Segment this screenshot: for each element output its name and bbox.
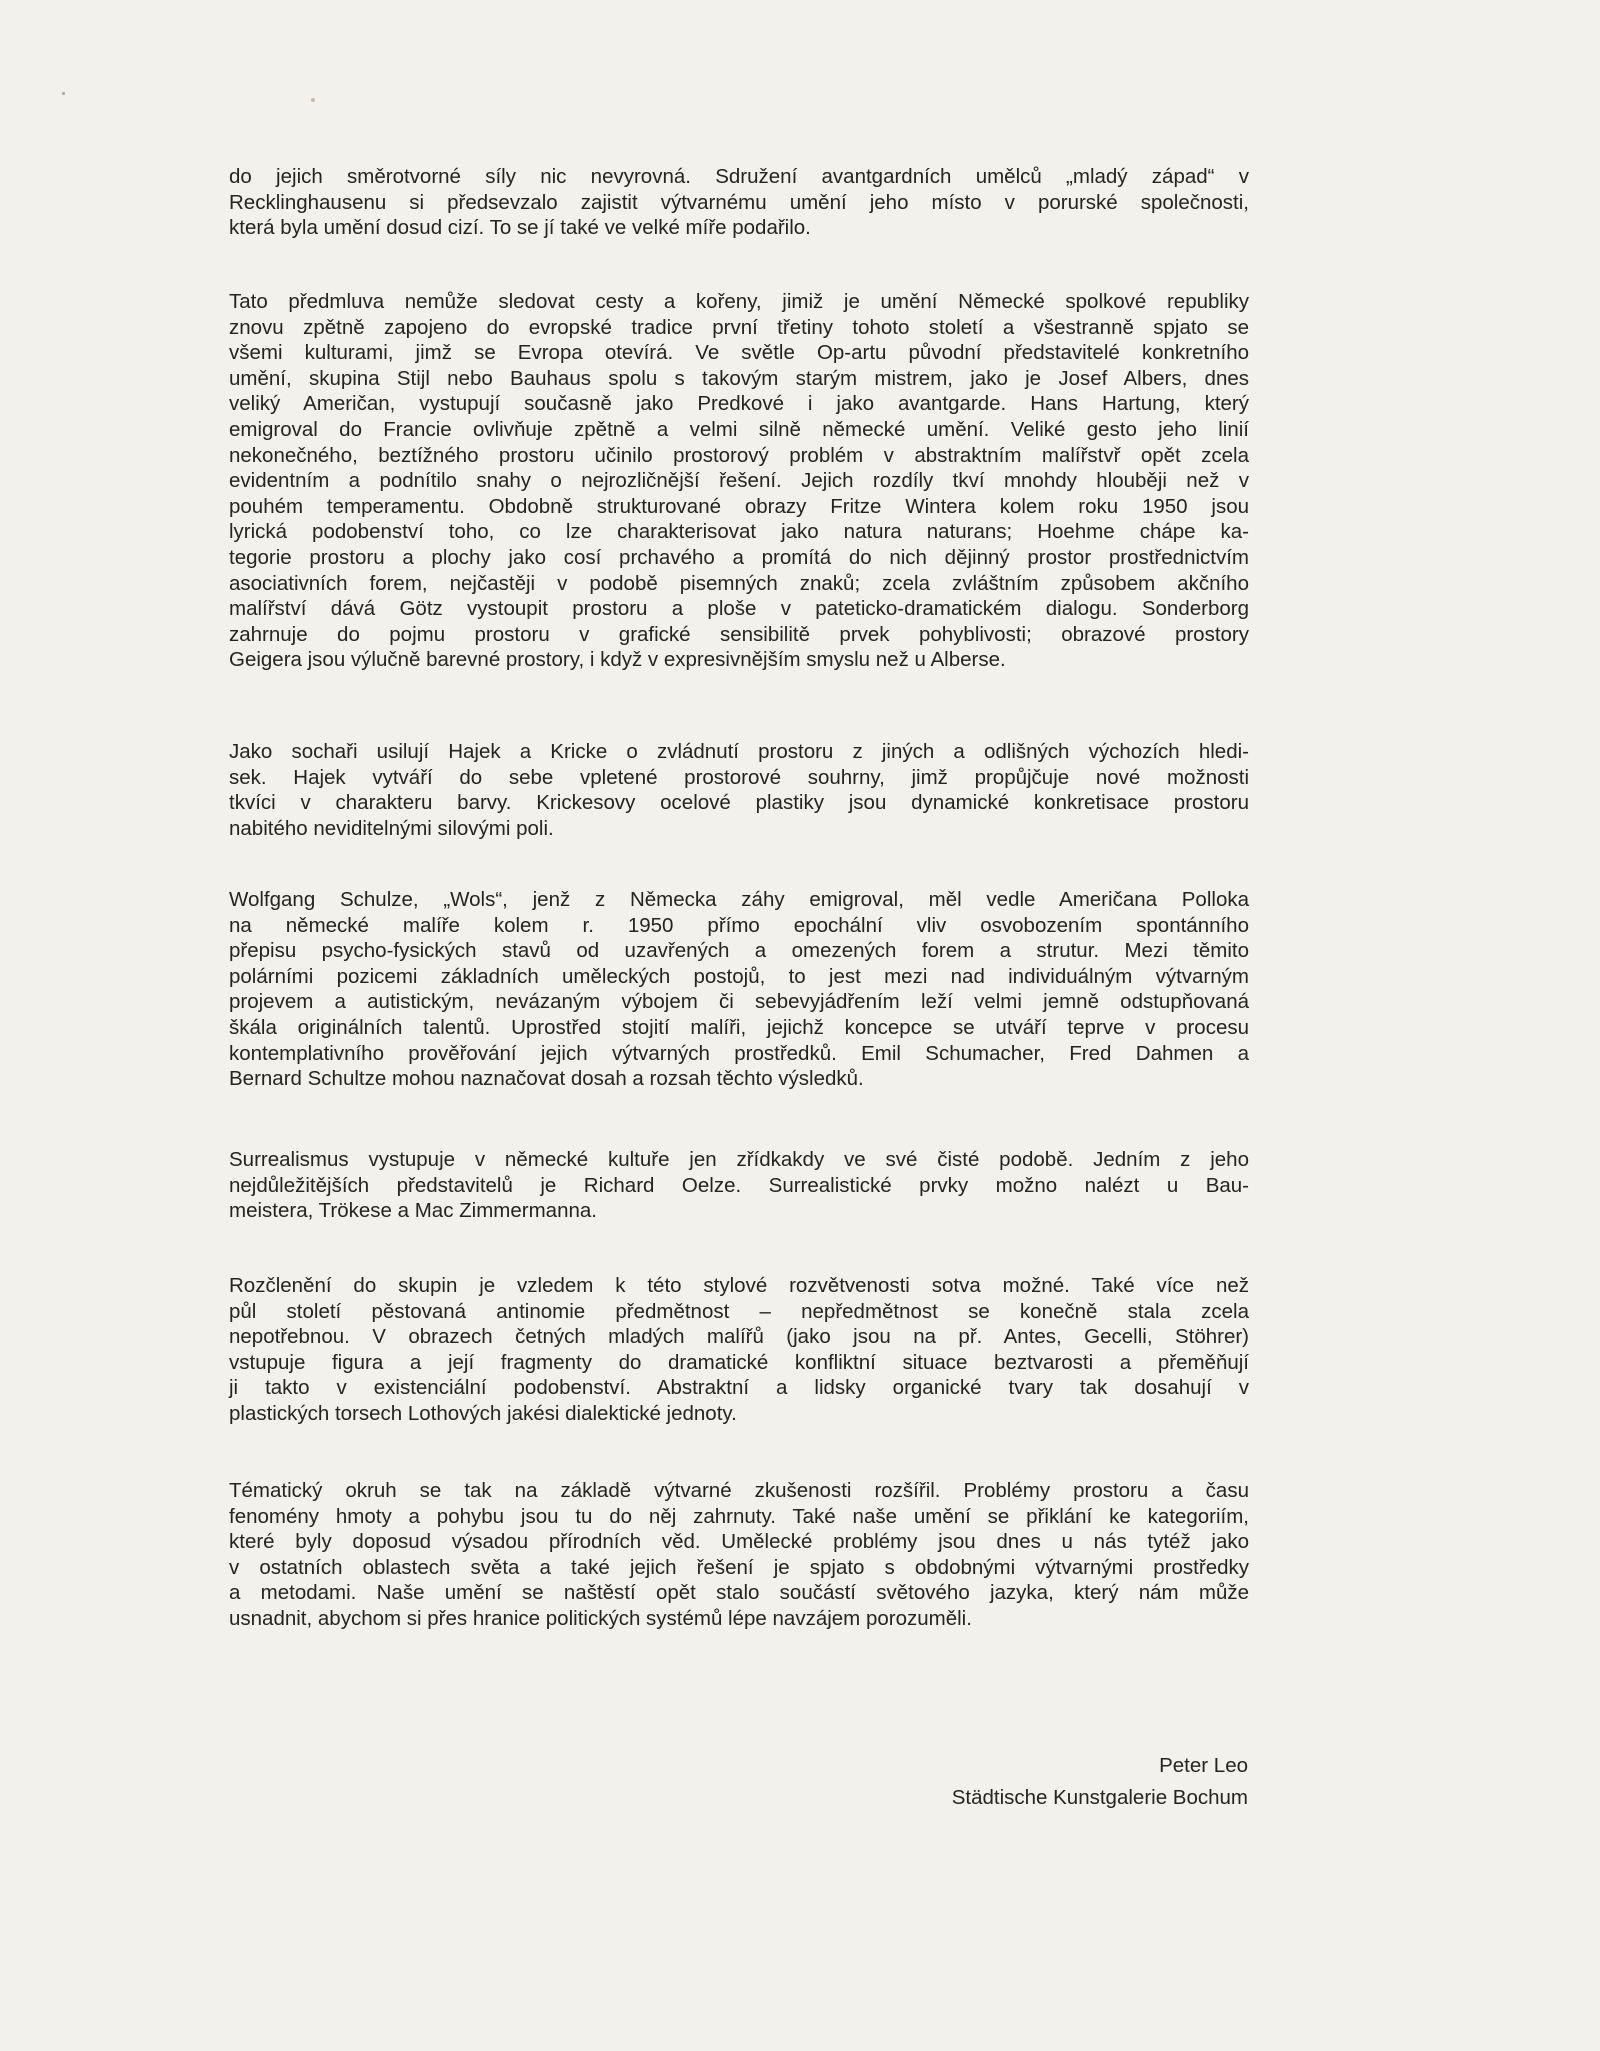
text-line: emigroval do Francie ovlivňuje zpětně a velmi silně německé umění. Veliké gesto jeho linií xyxy=(229,417,1249,441)
text-line: půl století pěstovaná antinomie předmětnost – nepředmětnost se konečně stala zcela xyxy=(229,1299,1249,1323)
paragraph-7 xyxy=(229,1478,1249,1632)
text-line: projevem a autistickým, nevázaným výbojem či sebevyjádřením leží velmi jemně odstupňovaná xyxy=(229,990,1249,1014)
text-line: Surrealismus vystupuje v německé kultuře jen zřídkakdy ve své čisté podobě. Jedním z jeho xyxy=(229,1148,1249,1171)
text-line: asociativních forem, nejčastěji v podobě pisemných znaků; zcela zvláštním způsobem akčního xyxy=(229,571,1249,595)
paragraph-2 xyxy=(229,289,1249,673)
text-line: škála originálních talentů. Uprostřed stojití malíři, jejichž koncepce se utváří teprve v procesu xyxy=(229,1015,1249,1039)
signature-name: Peter Leo xyxy=(1159,1754,1248,1777)
text-line: ji takto v existenciální podobenství. Abstraktní a lidsky organické tvary tak dosahují v xyxy=(229,1376,1249,1400)
text-line: veliký Američan, vystupují současně jako Predkové i jako avantgarde. Hans Hartung, který xyxy=(229,392,1249,416)
text-line: tkvíci v charakteru barvy. Krickesovy ocelové plastiky jsou dynamické konkretisace prostoru xyxy=(229,791,1249,815)
text-line: přepisu psycho-fysických stavů od uzavřených a omezených forem a strutur. Mezi těmito xyxy=(229,939,1249,963)
scan-speck xyxy=(62,92,65,95)
text-line: Tématický okruh se tak na základě výtvarné zkušenosti rozšířil. Problémy prostoru a času xyxy=(229,1479,1249,1502)
text-line: Jako sochaři usilují Hajek a Kricke o zvládnutí prostoru z jiných a odlišných výchozích hledi- xyxy=(229,740,1249,763)
text-line: vstupuje figura a její fragmenty do dramatické konfliktní situace beztvarosti a přeměňují xyxy=(229,1350,1249,1374)
text-line: usnadnit, abychom si přes hranice politických systémů lépe navzájem porozuměli. xyxy=(229,1606,972,1630)
text-line: Wolfgang Schulze, „Wols“, jenž z Německa záhy emigroval, měl vedle Američana Polloka xyxy=(229,888,1249,911)
text-line: Tato předmluva nemůže sledovat cesty a kořeny, jimiž je umění Německé spolkové republiky xyxy=(229,290,1249,313)
text-line: fenomény hmoty a pohybu jsou tu do něj zahrnuty. Také naše umění se přiklání ke kategoriím, xyxy=(229,1504,1249,1528)
text-line: plastických torsech Lothových jakési dialektické jednoty. xyxy=(229,1401,737,1425)
scan-speck xyxy=(311,98,315,102)
text-line: polárními pozicemi základních uměleckých postojů, to jest mezi nad individuálným výtvarným xyxy=(229,964,1249,988)
text-line: nepotřebnou. V obrazech četných mladých malířů (jako jsou na př. Antes, Gecelli, Stöhrer) xyxy=(229,1325,1249,1349)
text-line: Recklinghausenu si předsevzalo zajistit výtvarnému umění jeho místo v porurské společnosti, xyxy=(229,190,1249,214)
paragraph-5 xyxy=(229,1147,1249,1224)
text-line: tegorie prostoru a plochy jako cosí prchavého a promítá do nich dějinný prostor prostřednictvím xyxy=(229,545,1249,569)
text-line: evidentním a podnítilo snahy o nejrozličnější řešení. Jejich rozdíly tkví mnohdy hlouběji než v xyxy=(229,469,1249,493)
text-line: nabitého neviditelnými silovými poli. xyxy=(229,816,554,840)
text-line: znovu zpětně zapojeno do evropské tradice první třetiny tohoto století a všestranně spjato se xyxy=(229,315,1249,339)
paragraph-3 xyxy=(229,739,1249,841)
text-line: nejdůležitějších představitelů je Richard Oelze. Surrealistické prvky možno nalézt u Bau- xyxy=(229,1173,1249,1197)
text-line: malířství dává Götz vystoupit prostoru a ploše v pateticko-dramatickém dialogu. Sonderborg xyxy=(229,597,1249,621)
signature xyxy=(952,1750,1248,1814)
text-line: meistera, Trökese a Mac Zimmermanna. xyxy=(229,1199,597,1223)
text-line: v ostatních oblastech světa a také jejich řešení je spjato s obdobnými výtvarnými prostředky xyxy=(229,1555,1249,1579)
text-line: do jejich směrotvorné síly nic nevyrovná. Sdružení avantgardních umělců „mladý západ“ v xyxy=(229,165,1249,188)
text-line: všemi kulturami, jimž se Evropa otevírá. Ve světle Op-artu původní představitelé konkretního xyxy=(229,341,1249,365)
text-line: které byly doposud výsadou přírodních věd. Umělecké problémy jsou dnes u nás tytéž jako xyxy=(229,1530,1249,1554)
text-line: lyrická podobenství toho, co lze charakterisovat jako natura naturans; Hoehme chápe ka- xyxy=(229,520,1249,544)
paragraph-4 xyxy=(229,887,1249,1092)
text-line: která byla umění dosud cizí. To se jí také ve velké míře podařilo. xyxy=(229,216,811,240)
text-line: pouhém temperamentu. Obdobně strukturované obrazy Fritze Wintera kolem roku 1950 jsou xyxy=(229,494,1249,518)
text-line: Geigera jsou výlučně barevné prostory, i když v expresivnějším smyslu než u Alberse. xyxy=(229,648,1006,672)
text-line: na německé malíře kolem r. 1950 přímo epochální vliv osvobozením spontánního xyxy=(229,913,1249,937)
text-line: Bernard Schultze mohou naznačovat dosah a rozsah těchto výsledků. xyxy=(229,1067,864,1091)
text-line: nekonečného, beztížného prostoru učinilo prostorový problém v abstraktním malířstvř opět zcela xyxy=(229,443,1249,467)
signature-institution: Städtische Kunstgalerie Bochum xyxy=(951,1786,1248,1809)
text-line: kontemplativního prověřování jejich výtvarných prostředků. Emil Schumacher, Fred Dahmen a xyxy=(229,1041,1249,1065)
text-line: a metodami. Naše umění se naštěstí opět stalo součástí světového jazyka, který nám může xyxy=(229,1581,1249,1605)
text-line: Rozčlenění do skupin je vzledem k této stylové rozvětvenosti sotva možné. Také více než xyxy=(229,1274,1249,1297)
text-line: zahrnuje do pojmu prostoru v grafické sensibilitě prvek pohyblivosti; obrazové prostory xyxy=(229,622,1249,646)
paragraph-1 xyxy=(229,164,1249,241)
paragraph-6 xyxy=(229,1273,1249,1427)
text-line: sek. Hajek vytváří do sebe vpletené prostorové souhrny, jimž propůjčuje nové možnosti xyxy=(229,765,1249,789)
text-line: umění, skupina Stijl nebo Bauhaus spolu s takovým starým mistrem, jako je Josef Albers, dnes xyxy=(229,366,1249,390)
